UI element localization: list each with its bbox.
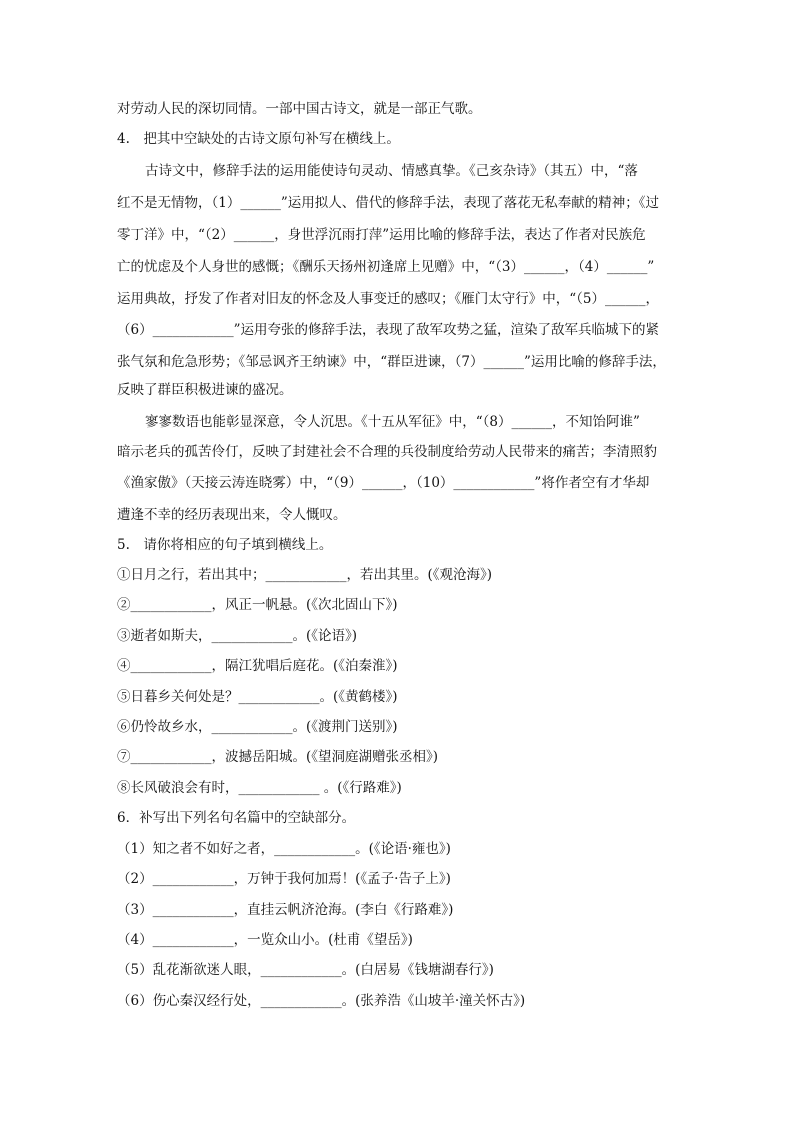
text-line: 反映了群臣积极进谏的盛况。	[117, 382, 293, 398]
list-item: （4）____________，一览众山小。(杜甫《望岳》)	[117, 932, 413, 948]
list-item: （3）____________，直挂云帆济沧海。(李白《行路难》)	[117, 902, 454, 918]
text-line: 运用典故，抒发了作者对旧友的怀念及人事变迁的感叹；《雁门太守行》中，“（5）______，	[117, 291, 659, 307]
list-item: ②____________，风正一帆悬。(《次北固山下》)	[117, 597, 398, 613]
list-item: ⑤日暮乡关何处是？____________。(《黄鹤楼》)	[117, 689, 398, 705]
text-line: 亡的忧虑及个人身世的感慨；《酬乐天扬州初逢席上见赠》中，“（3）______，（4）______”	[117, 259, 655, 275]
list-item: （6）伤心秦汉经行处，____________。(张养浩《山坡羊·潼关怀古》)	[117, 993, 526, 1009]
text-line: （6）____________”运用夸张的修辞手法，表现了敌军攻势之猛，渲染了敌军兵临城下的紧	[117, 322, 659, 338]
list-item: ⑦____________，波撼岳阳城。(《望洞庭湖赠张丞相》)	[117, 749, 439, 765]
text-line: 《渔家傲》（天接云涛连晓雾）中，“（9）______，（10）____________”将作者空有才华却	[117, 475, 650, 491]
text-line: 张气氛和危急形势；《邹忌讽齐王纳谏》中，“群臣进谏，（7）______”运用比喻的修辞手法，	[117, 354, 666, 370]
text-line: 对劳动人民的深切同情。一部中国古诗文，就是一部正气歌。	[117, 101, 482, 117]
question-6-heading: 6．补写出下列名句名篇中的空缺部分。	[117, 810, 356, 826]
text-line: 零丁洋》中，“（2）______，身世浮沉雨打萍”运用比喻的修辞手法，表达了作者对民族危	[117, 227, 646, 243]
list-item: ⑧长风破浪会有时，____________ 。(《行路难》)	[117, 780, 402, 796]
list-item: ④____________，隔江犹唱后庭花。(《泊秦淮》)	[117, 658, 398, 674]
text-line: 暗示老兵的孤苦伶仃，反映了封建社会不合理的兵役制度给劳动人民带来的痛苦；李清照豹	[117, 444, 657, 460]
list-item: （1）知之者不如好之者，____________。(《论语·雍也》)	[117, 841, 451, 857]
question-5-heading: 5. 请你将相应的句子填到横线上。	[117, 537, 333, 553]
text-line: 红不是无情物，（1）______”运用拟人、借代的修辞手法，表现了落花无私奉献的精神；《过	[117, 195, 659, 211]
question-4-heading: 4. 把其中空缺处的古诗文原句补写在横线上。	[117, 131, 400, 147]
list-item: ①日月之行，若出其中；____________，若出其里。(《观沧海》)	[117, 567, 493, 583]
list-item: （5）乱花渐欲迷人眼，____________。(白居易《钱塘湖春行》)	[117, 962, 494, 978]
text-line: 古诗文中，修辞手法的运用能使诗句灵动、情感真挚。《己亥杂诗》（其五）中，“落	[145, 163, 638, 179]
list-item: （2）____________，万钟于我何加焉！(《孟子·告子上》)	[117, 871, 451, 887]
list-item: ⑥仍怜故乡水，____________。(《渡荆门送别》)	[117, 719, 398, 735]
text-line: 寥寥数语也能彰显深意，令人沉思。《十五从军征》中，“（8）______，不知饴阿谁”	[145, 414, 640, 430]
list-item: ③逝者如斯夫，____________。(《论语》)	[117, 628, 358, 644]
text-line: 遭逢不幸的经历表现出来，令人慨叹。	[117, 507, 347, 523]
